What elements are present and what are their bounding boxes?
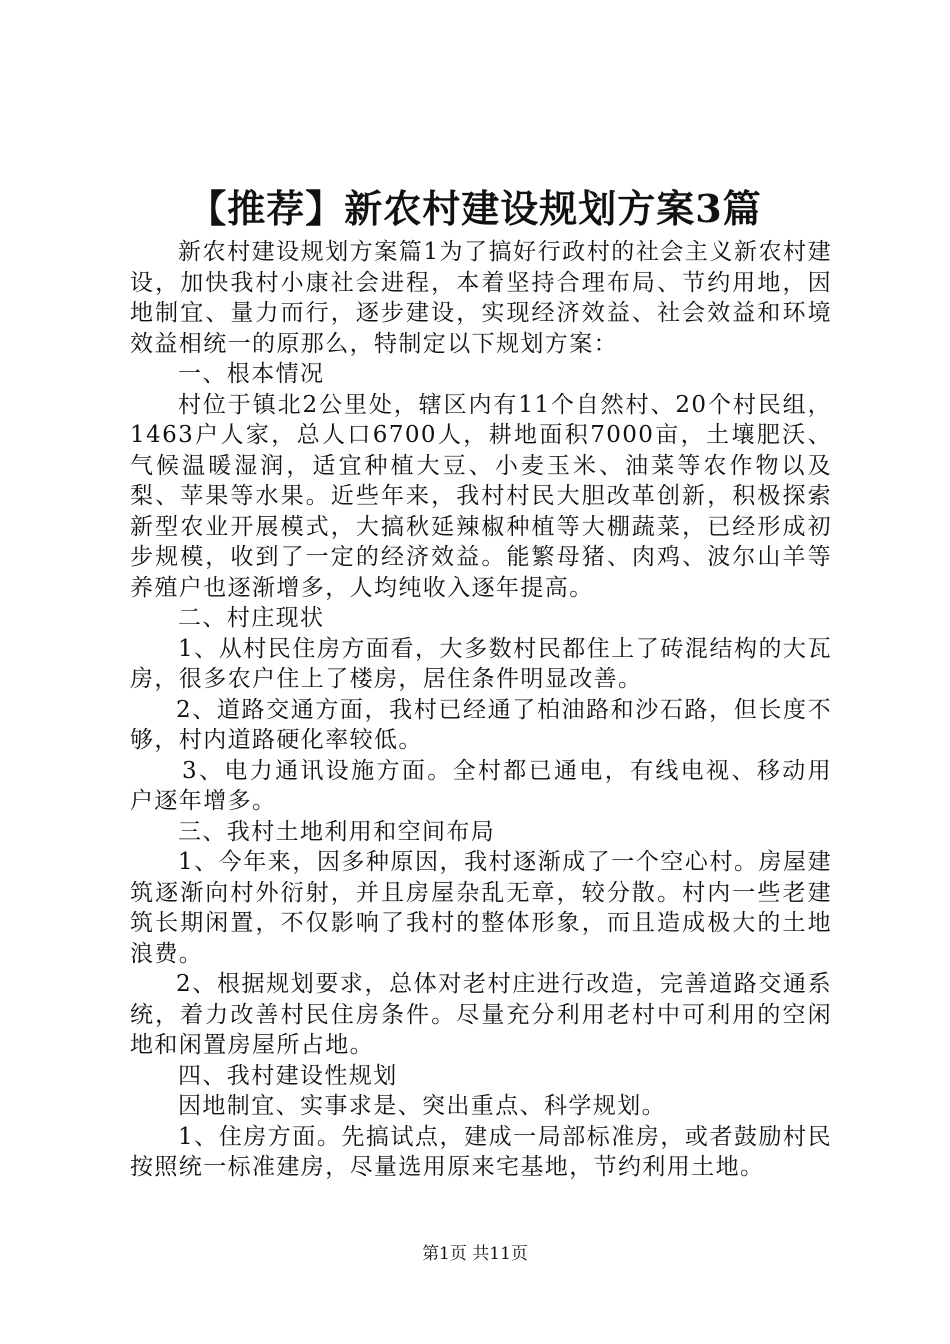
paragraph-plan-principle: 因地制宜、实事求是、突出重点、科学规划。: [178, 1093, 666, 1119]
paragraph-housing-plan: 1、住房方面。先搞试点，建成一局部标准房，或者鼓励村民按照统一标准建房，尽量选用原来宅基地，节约利用土地。: [130, 1123, 832, 1180]
paragraph-basic-situation: 村位于镇北2公里处，辖区内有11个自然村、20个村民组，1463户人家，总人口6700人，耕地面积7000亩，土壤肥沃、气候温暖湿润，适宜种植大豆、小麦玉米、油菜等农作物以及梨、苹果等水果。近些年来，我村村民大胆改革创新，积极探索新型农业开展模式，大搞秋延辣椒种植等大棚蔬菜，已经形成初步规模，收到了一定的经济效益。能繁母猪、肉鸡、波尔山羊等养殖户也逐渐增多，人均纯收入逐年提高。: [130, 391, 832, 601]
paragraph-housing-status: 1、从村民住房方面看，大多数村民都住上了砖混结构的大瓦房，很多农户住上了楼房，居住条件明显改善。: [130, 635, 832, 692]
paragraph-power-status: 3、电力通讯设施方面。全村都已通电，有线电视、移动用户逐年增多。: [130, 757, 832, 814]
heading-village-status: 二、村庄现状: [178, 605, 325, 631]
heading-construction-plan: 四、我村建设性规划: [178, 1062, 398, 1089]
heading-land-use: 三、我村土地利用和空间布局: [178, 818, 496, 845]
paragraph-intro: 新农村建设规划方案篇1为了搞好行政村的社会主义新农村建设，加快我村小康社会进程，本着坚持合理布局、节约用地，因地制宜、量力而行，逐步建设，实现经济效益、社会效益和环境效益相统一的原那么，特制定以下规划方案：: [130, 239, 832, 357]
document-title: 【推荐】新农村建设规划方案3篇: [188, 186, 762, 231]
document-body: [130, 237, 832, 1183]
page-number-footer: 第1页 共11页: [422, 1244, 528, 1264]
paragraph-land-use-2: 2、根据规划要求，总体对老村庄进行改造，完善道路交通系统，着力改善村民住房条件。尽量充分利用老村中可利用的空闲地和闲置房屋所占地。: [130, 971, 832, 1058]
paragraph-land-use-1: 1、今年来，因多种原因，我村逐渐成了一个空心村。房屋建筑逐渐向村外衍射，并且房屋杂乱无章，较分散。村内一些老建筑长期闲置，不仅影响了我村的整体形象，而且造成极大的土地浪费。: [130, 849, 832, 967]
paragraph-road-status: 2、道路交通方面，我村已经通了柏油路和沙石路，但长度不够，村内道路硬化率较低。: [130, 696, 832, 753]
heading-basic-situation: 一、根本情况: [178, 361, 325, 387]
